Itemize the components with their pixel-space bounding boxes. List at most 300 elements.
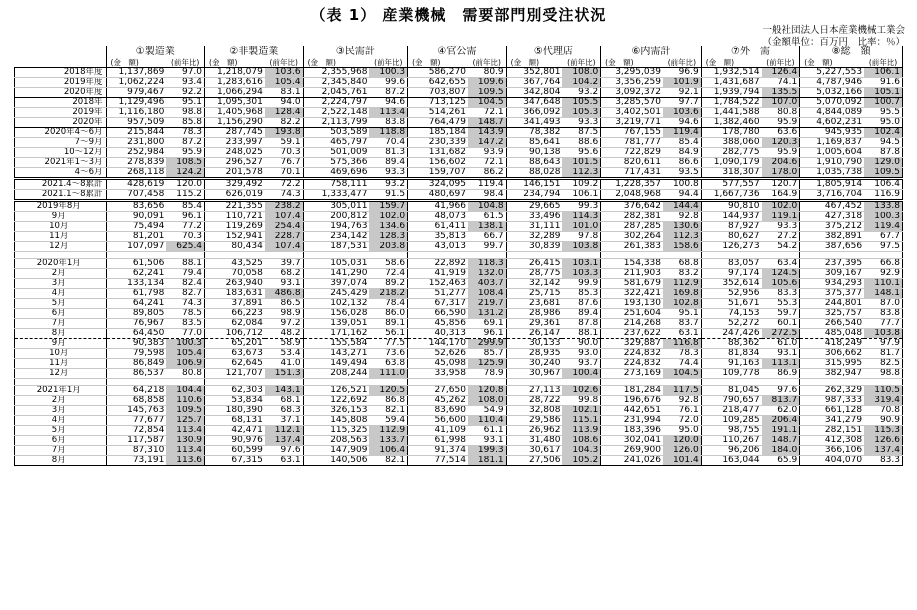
ratio-cell: 83.5: [166, 319, 204, 329]
amount-cell: 382,891: [800, 232, 864, 242]
ratio-cell: 113.6: [166, 456, 204, 466]
amount-cell: 139,051: [303, 319, 369, 329]
ratio-cell: 68.3: [265, 406, 303, 416]
ratio-cell: 93.2: [369, 179, 407, 190]
amount-cell: 30,967: [506, 369, 562, 379]
amount-cell: 282,381: [601, 212, 663, 222]
amount-cell: 262,329: [800, 386, 864, 396]
ratio-cell: 72.2: [265, 179, 303, 190]
ratio-cell: 72.4: [369, 269, 407, 279]
table-row: [15, 259, 903, 269]
table-row: [15, 446, 903, 456]
amount-cell: 215,844: [106, 128, 166, 138]
amount-cell: 183,631: [205, 289, 265, 299]
ratio-cell: 144.4: [663, 201, 701, 212]
empty-cell: [762, 252, 800, 259]
row-label: 7月: [15, 319, 107, 329]
ratio-cell: 48.2: [265, 329, 303, 339]
ratio-cell: 72.1: [468, 158, 506, 168]
ratio-cell: 105.6: [762, 279, 800, 289]
ratio-cell: 82.2: [265, 118, 303, 128]
empty-cell: [663, 252, 701, 259]
sub-header-row: [15, 58, 903, 68]
amount-cell: 245,429: [303, 289, 369, 299]
ratio-cell: 133.8: [864, 201, 902, 212]
amount-cell: 428,619: [106, 179, 166, 190]
ratio-cell: 87.6: [562, 299, 600, 309]
amount-cell: 1,283,616: [205, 78, 265, 88]
ratio-cell: 181.1: [468, 456, 506, 466]
ratio-cell: 99.7: [468, 242, 506, 252]
row-label: 9月: [15, 339, 107, 349]
empty-cell: [663, 379, 701, 386]
amount-cell: 387,656: [800, 242, 864, 252]
ratio-cell: 113.4: [369, 108, 407, 118]
table-row: [15, 148, 903, 158]
amount-cell: 341,493: [506, 118, 562, 128]
empty-cell: [562, 379, 600, 386]
amount-cell: 268,118: [106, 168, 166, 179]
ratio-cell: 116.8: [663, 339, 701, 349]
amount-cell: 485,048: [800, 329, 864, 339]
ratio-cell: 109.6: [468, 78, 506, 88]
ratio-cell: 130.9: [166, 436, 204, 446]
amount-cell: 45,098: [408, 359, 468, 369]
amount-cell: 90,976: [205, 436, 265, 446]
ratio-cell: 97.0: [166, 68, 204, 78]
amount-cell: 110,721: [205, 212, 265, 222]
ratio-cell: 486.8: [265, 289, 303, 299]
row-label: 2018年度: [15, 68, 107, 78]
row-label: 10月: [15, 349, 107, 359]
ratio-cell: 109.5: [864, 168, 902, 179]
ratio-cell: 95.9: [762, 148, 800, 158]
ratio-cell: 86.6: [663, 158, 701, 168]
ratio-cell: 86.5: [265, 299, 303, 309]
amount-cell: 45,262: [408, 396, 468, 406]
ratio-cell: 99.3: [562, 201, 600, 212]
ratio-cell: 80.8: [762, 108, 800, 118]
ratio-cell: 94.0: [265, 98, 303, 108]
amount-cell: 469,696: [303, 168, 369, 179]
ratio-cell: 108.4: [468, 289, 506, 299]
amount-cell: 1,062,224: [106, 78, 166, 88]
table-row: [15, 279, 903, 289]
ratio-cell: 120.3: [762, 138, 800, 148]
ratio-cell: 107.4: [265, 212, 303, 222]
amount-cell: 61,411: [408, 222, 468, 232]
ratio-cell: 27.2: [762, 232, 800, 242]
amount-cell: 76,967: [106, 319, 166, 329]
ratio-cell: 95.5: [864, 108, 902, 118]
amount-cell: 1,116,180: [106, 108, 166, 118]
ratio-cell: 135.5: [762, 88, 800, 98]
amount-cell: 28,775: [506, 269, 562, 279]
amount-cell: 764,479: [408, 118, 468, 128]
amount-cell: 145,763: [106, 406, 166, 416]
ratio-cell: 98.4: [468, 190, 506, 201]
ratio-cell: 204.6: [762, 158, 800, 168]
amount-cell: 96,206: [701, 446, 761, 456]
amount-cell: 1,405,968: [205, 108, 265, 118]
amount-cell: 194,763: [303, 222, 369, 232]
amount-subheader: (金 額): [506, 58, 562, 68]
amount-cell: 1,805,914: [800, 179, 864, 190]
ratio-cell: 102.8: [663, 299, 701, 309]
ratio-cell: 85.4: [166, 201, 204, 212]
amount-cell: 29,361: [506, 319, 562, 329]
amount-cell: 90,810: [701, 201, 761, 212]
ratio-cell: 169.8: [663, 289, 701, 299]
row-label: 10～12月: [15, 148, 107, 158]
ratio-cell: 113.1: [762, 359, 800, 369]
amount-cell: 322,421: [601, 289, 663, 299]
amount-cell: 41,966: [408, 201, 468, 212]
ratio-cell: 99.9: [562, 279, 600, 289]
amount-cell: 77,514: [408, 456, 468, 466]
amount-cell: 43,525: [205, 259, 265, 269]
row-label: 2019年度: [15, 78, 107, 88]
amount-cell: 586,270: [408, 68, 468, 78]
ratio-cell: 90.9: [864, 416, 902, 426]
amount-cell: 163,044: [701, 456, 761, 466]
ratio-cell: 89.1: [369, 319, 407, 329]
amount-cell: 758,111: [303, 179, 369, 190]
amount-cell: 28,986: [506, 309, 562, 319]
amount-cell: 382,947: [800, 369, 864, 379]
ratio-cell: 74.4: [663, 359, 701, 369]
empty-cell: [408, 379, 468, 386]
amount-cell: 56,600: [408, 416, 468, 426]
row-label: 4月: [15, 416, 107, 426]
ratio-cell: 108.5: [166, 158, 204, 168]
amount-cell: 80,627: [701, 232, 761, 242]
amount-cell: 341,279: [800, 416, 864, 426]
ratio-cell: 101.9: [663, 78, 701, 88]
ratio-cell: 126.6: [864, 436, 902, 446]
amount-cell: 442,651: [601, 406, 663, 416]
amount-cell: 81,834: [701, 349, 761, 359]
ratio-cell: 228.7: [265, 232, 303, 242]
row-label: 7～9月: [15, 138, 107, 148]
amount-cell: 1,090,179: [701, 158, 761, 168]
amount-cell: 302,041: [601, 436, 663, 446]
ratio-cell: 83.2: [663, 269, 701, 279]
column-header: ⑤代理店: [506, 46, 601, 58]
amount-cell: 28,722: [506, 396, 562, 406]
ratio-cell: 78.3: [166, 128, 204, 138]
amount-cell: 790,657: [701, 396, 761, 406]
ratio-cell: 61.1: [468, 426, 506, 436]
ratio-cell: 106.1: [562, 190, 600, 201]
amount-cell: 231,800: [106, 138, 166, 148]
ratio-cell: 74.3: [265, 190, 303, 201]
amount-cell: 273,169: [601, 369, 663, 379]
table-row: [15, 436, 903, 446]
ratio-cell: 92.1: [663, 88, 701, 98]
amount-cell: 1,939,794: [701, 88, 761, 98]
amount-cell: 25,715: [506, 289, 562, 299]
row-label: 4月: [15, 289, 107, 299]
ratio-cell: 103.3: [562, 269, 600, 279]
amount-cell: 33,496: [506, 212, 562, 222]
row-label: 12月: [15, 369, 107, 379]
amount-cell: 109,778: [701, 369, 761, 379]
amount-cell: 261,383: [601, 242, 663, 252]
ratio-cell: 77.0: [166, 329, 204, 339]
ratio-cell: 118.3: [468, 259, 506, 269]
amount-cell: 577,557: [701, 179, 761, 190]
empty-cell: [303, 379, 369, 386]
empty-cell: [864, 252, 902, 259]
ratio-cell: 148.7: [468, 118, 506, 128]
amount-cell: 43,013: [408, 242, 468, 252]
empty-cell: [166, 379, 204, 386]
amount-cell: 1,066,294: [205, 88, 265, 98]
table-row: [15, 426, 903, 436]
amount-subheader: (金 額): [701, 58, 761, 68]
ratio-cell: 129.0: [864, 158, 902, 168]
ratio-cell: 70.8: [864, 406, 902, 416]
ratio-cell: 93.1: [265, 279, 303, 289]
amount-cell: 233,997: [205, 138, 265, 148]
amount-cell: 1,095,301: [205, 98, 265, 108]
ratio-cell: 299.9: [468, 339, 506, 349]
ratio-cell: 97.6: [265, 446, 303, 456]
ratio-cell: 97.5: [864, 242, 902, 252]
ratio-cell: 86.2: [468, 168, 506, 179]
row-label: 11月: [15, 232, 107, 242]
amount-cell: 3,402,501: [601, 108, 663, 118]
amount-cell: 237,622: [601, 329, 663, 339]
corner-cell: [15, 46, 107, 58]
ratio-cell: 74.3: [166, 299, 204, 309]
amount-cell: 1,932,514: [701, 68, 761, 78]
column-header: ⑥内需計: [601, 46, 702, 58]
ratio-cell: 41.0: [265, 359, 303, 369]
amount-cell: 218,477: [701, 406, 761, 416]
ratio-cell: 116.9: [864, 190, 902, 201]
amount-cell: 144,937: [701, 212, 761, 222]
amount-cell: 180,390: [205, 406, 265, 416]
table-row: [15, 299, 903, 309]
ratio-cell: 100.3: [166, 339, 204, 349]
amount-cell: 52,272: [701, 319, 761, 329]
amount-cell: 149,494: [303, 359, 369, 369]
ratio-cell: 56.1: [369, 329, 407, 339]
ratio-cell: 58.9: [265, 339, 303, 349]
ratio-cell: 70.3: [265, 148, 303, 158]
amount-cell: 367,764: [506, 78, 562, 88]
amount-cell: 70,058: [205, 269, 265, 279]
ratio-cell: 93.5: [663, 168, 701, 179]
amount-cell: 105,031: [303, 259, 369, 269]
amount-cell: 110,267: [701, 436, 761, 446]
amount-cell: 155,584: [303, 339, 369, 349]
row-label: 12月: [15, 242, 107, 252]
amount-cell: 1,005,604: [800, 148, 864, 158]
row-label: 6月: [15, 436, 107, 446]
amount-cell: 1,137,869: [106, 68, 166, 78]
amount-cell: 29,586: [506, 416, 562, 426]
ratio-cell: 178.0: [762, 168, 800, 179]
amount-cell: 80,434: [205, 242, 265, 252]
table-row: [15, 386, 903, 396]
amount-cell: 35,813: [408, 232, 468, 242]
ratio-cell: 115.3: [864, 426, 902, 436]
ratio-cell: 89.4: [369, 158, 407, 168]
amount-cell: 1,667,736: [701, 190, 761, 201]
ratio-cell: 112.1: [265, 426, 303, 436]
ratio-cell: 109.2: [562, 179, 600, 190]
ratio-cell: 95.0: [864, 118, 902, 128]
amount-cell: 934,293: [800, 279, 864, 289]
row-label: 11月: [15, 359, 107, 369]
amount-cell: 252,984: [106, 148, 166, 158]
ratio-cell: 108.6: [562, 436, 600, 446]
amount-cell: 126,273: [701, 242, 761, 252]
amount-cell: 140,506: [303, 456, 369, 466]
table-row: [15, 118, 903, 128]
amount-cell: 347,648: [506, 98, 562, 108]
amount-cell: 97,174: [701, 269, 761, 279]
column-header-row: [15, 46, 903, 58]
amount-cell: 230,339: [408, 138, 468, 148]
amount-cell: 144,170: [408, 339, 468, 349]
amount-cell: 287,285: [601, 222, 663, 232]
ratio-cell: 61.0: [762, 339, 800, 349]
amount-subheader: (金 額): [205, 58, 265, 68]
amount-cell: 31,480: [506, 436, 562, 446]
empty-cell: [701, 252, 761, 259]
amount-cell: 208,563: [303, 436, 369, 446]
amount-cell: 81,045: [701, 386, 761, 396]
table-row: [15, 319, 903, 329]
ratio-cell: 193.8: [265, 128, 303, 138]
table-row: [15, 222, 903, 232]
amount-cell: 33,958: [408, 369, 468, 379]
ratio-cell: 148.7: [762, 436, 800, 446]
ratio-cell: 55.3: [762, 299, 800, 309]
amount-cell: 4,844,089: [800, 108, 864, 118]
amount-cell: 2,522,148: [303, 108, 369, 118]
ratio-cell: 78.4: [369, 299, 407, 309]
amount-cell: 90,091: [106, 212, 166, 222]
row-label: 2020年4～6月: [15, 128, 107, 138]
amount-cell: 282,775: [701, 148, 761, 158]
amount-cell: 85,641: [506, 138, 562, 148]
ratio-cell: 82.5: [864, 359, 902, 369]
orders-table: [14, 46, 903, 466]
page-title: （表 1） 産業機械 需要部門別受注状況: [310, 6, 607, 24]
ratio-cell: 105.3: [562, 108, 600, 118]
ratio-cell: 92.8: [663, 212, 701, 222]
amount-cell: 2,048,968: [601, 190, 663, 201]
amount-cell: 1,431,687: [701, 78, 761, 88]
amount-cell: 62,645: [205, 359, 265, 369]
ratio-cell: 107.4: [265, 242, 303, 252]
amount-cell: 117,587: [106, 436, 166, 446]
ratio-cell: 102.4: [864, 128, 902, 138]
amount-cell: 208,244: [303, 369, 369, 379]
amount-cell: 159,707: [408, 168, 468, 179]
ratio-cell: 103.8: [864, 329, 902, 339]
ratio-cell: 108.0: [562, 68, 600, 78]
empty-cell: [506, 379, 562, 386]
amount-cell: 30,133: [506, 339, 562, 349]
amount-cell: 465,797: [303, 138, 369, 148]
ratio-cell: 199.3: [468, 446, 506, 456]
ratio-cell: 119.4: [864, 222, 902, 232]
ratio-cell: 87.8: [864, 148, 902, 158]
amount-cell: 74,153: [701, 309, 761, 319]
ratio-cell: 89.4: [562, 309, 600, 319]
amount-cell: 131,682: [408, 148, 468, 158]
empty-cell: [205, 252, 265, 259]
amount-cell: 4,787,946: [800, 78, 864, 88]
amount-cell: 181,284: [601, 386, 663, 396]
amount-cell: 88,028: [506, 168, 562, 179]
table-row: [15, 329, 903, 339]
ratio-cell: 100.8: [663, 179, 701, 190]
amount-cell: 221,355: [205, 201, 265, 212]
ratio-cell: 119.1: [762, 212, 800, 222]
ratio-cell: 81.7: [864, 349, 902, 359]
ratio-cell: 206.4: [762, 416, 800, 426]
ratio-cell: 124.5: [762, 269, 800, 279]
empty-cell: [205, 379, 265, 386]
amount-cell: 62,084: [205, 319, 265, 329]
ratio-cell: 126.4: [762, 68, 800, 78]
ratio-cell: 105.4: [166, 349, 204, 359]
row-label: 5月: [15, 299, 107, 309]
ratio-cell: 104.5: [468, 98, 506, 108]
ratio-cell: 77.2: [166, 222, 204, 232]
table-row: [15, 168, 903, 179]
ratio-cell: 83.3: [762, 289, 800, 299]
ratio-cell: 54.9: [468, 406, 506, 416]
ratio-cell: 70.4: [369, 138, 407, 148]
amount-cell: 247,426: [701, 329, 761, 339]
unit-note: （金額単位：百万円 比率：％）: [762, 37, 905, 48]
ratio-cell: 86.8: [369, 396, 407, 406]
ratio-cell: 109.5: [166, 406, 204, 416]
row-label: 2021年1～3月: [15, 158, 107, 168]
ratio-cell: 68.2: [265, 269, 303, 279]
ratio-cell: 85.7: [468, 349, 506, 359]
amount-cell: 418,249: [800, 339, 864, 349]
ratio-cell: 63.6: [762, 128, 800, 138]
amount-cell: 81,201: [106, 232, 166, 242]
amount-cell: 2,045,761: [303, 88, 369, 98]
empty-cell: [601, 379, 663, 386]
amount-cell: 27,113: [506, 386, 562, 396]
amount-cell: 60,599: [205, 446, 265, 456]
amount-cell: 211,903: [601, 269, 663, 279]
amount-cell: 945,935: [800, 128, 864, 138]
empty-cell: [265, 379, 303, 386]
ratio-cell: 83.1: [265, 88, 303, 98]
amount-cell: 22,892: [408, 259, 468, 269]
ratio-cell: 813.7: [762, 396, 800, 406]
amount-cell: 68,858: [106, 396, 166, 406]
amount-cell: 266,540: [800, 319, 864, 329]
ratio-cell: 119.4: [663, 128, 701, 138]
ratio-cell: 93.9: [468, 148, 506, 158]
empty-cell: [601, 252, 663, 259]
amount-cell: 3,716,704: [800, 190, 864, 201]
ratio-cell: 159.7: [369, 201, 407, 212]
